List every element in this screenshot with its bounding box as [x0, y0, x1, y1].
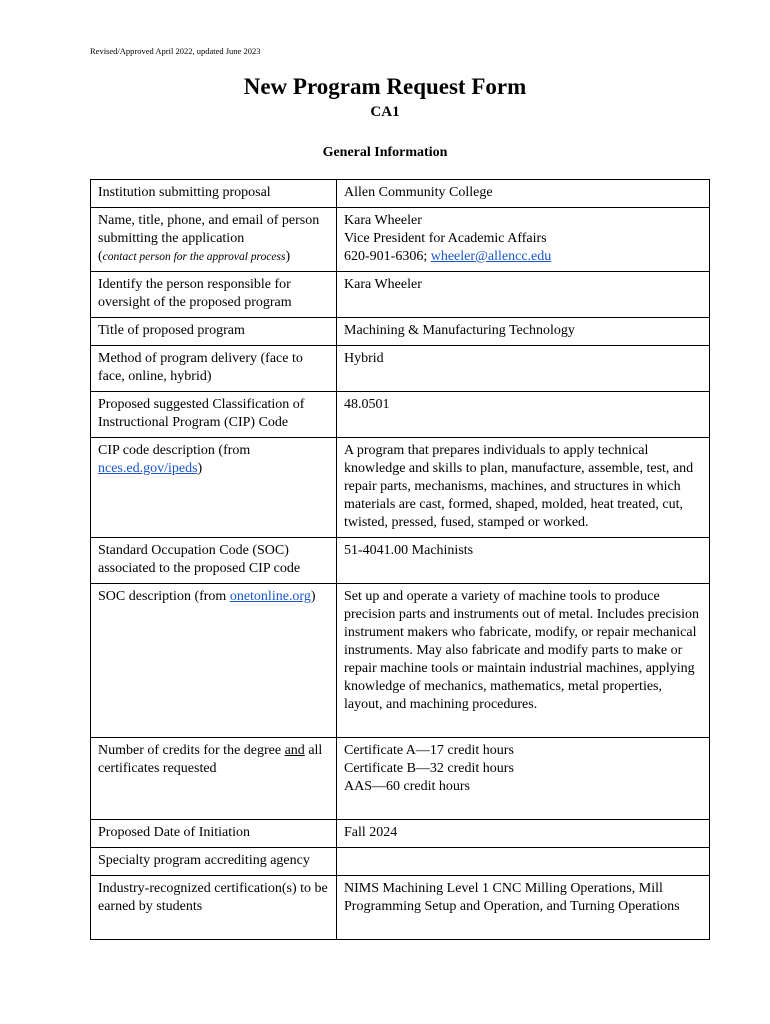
- certifications-value: NIMS Machining Level 1 CNC Milling Operations, Mill Programming Setup and Operation, and Turning Operations: [337, 876, 710, 940]
- revision-note: Revised/Approved April 2022, updated June 2023: [90, 46, 261, 56]
- cip-description-label: [91, 438, 337, 538]
- table-row: [91, 208, 710, 272]
- submitter-label-note: contact person for the approval process: [102, 251, 286, 263]
- oversight-value: Kara Wheeler: [337, 272, 710, 318]
- credits-certificate-a: Certificate A—17 credit hours: [344, 743, 514, 758]
- credits-label: [91, 738, 337, 820]
- delivery-value: Hybrid: [337, 346, 710, 392]
- submitter-name: Kara Wheeler: [344, 213, 422, 228]
- table-row: [91, 180, 710, 208]
- submitter-label-main: Name, title, phone, and email of person submitting the application: [98, 213, 320, 246]
- submitter-label-paren-close: ): [285, 249, 291, 264]
- initiation-label: Proposed Date of Initiation: [91, 820, 337, 848]
- submitter-label-paren-open: (: [98, 249, 103, 264]
- section-heading: General Information: [322, 145, 448, 160]
- table-row: [91, 584, 710, 738]
- cip-description-label-prefix: CIP code description (from: [98, 443, 251, 458]
- credits-certificate-b: Certificate B—32 credit hours: [344, 761, 514, 776]
- soc-source-link[interactable]: onetonline.org: [229, 589, 311, 604]
- soc-description-value: Set up and operate a variety of machine tools to produce precision parts and instruments out of metal. Includes precision instrument makers who fabricate, modify, or repair mechanical instruments. May also fabricate and modify parts to make or repair machine tools or maintain industrial machines, applying knowledge of mechanics, mathematics, metal properties, layout, and machining procedures.: [337, 584, 710, 738]
- program-title-label: Title of proposed program: [91, 318, 337, 346]
- institution-label: Institution submitting proposal: [91, 180, 337, 208]
- soc-description-label-suffix: ): [310, 589, 316, 604]
- cip-code-label: Proposed suggested Classification of Instructional Program (CIP) Code: [91, 392, 337, 438]
- table-row: [91, 848, 710, 876]
- table-row: [91, 538, 710, 584]
- credits-label-suffix: all certificates requested: [98, 743, 323, 776]
- form-title: New Program Request Form: [243, 74, 527, 99]
- soc-code-label: Standard Occupation Code (SOC) associated to the proposed CIP code: [91, 538, 337, 584]
- submitter-phone: 620-901-6306;: [344, 249, 428, 264]
- cip-code-value: 48.0501: [337, 392, 710, 438]
- general-information-table: [90, 179, 710, 940]
- cip-description-value: A program that prepares individuals to apply technical knowledge and skills to plan, manufacture, assemble, test, and repair parts, mechanisms, machines, and structures in which materials are cast, formed, shaped, molded, heat treated, cut, twisted, pressed, fused, stamped or worked.: [337, 438, 710, 538]
- credits-value: [337, 738, 710, 820]
- soc-description-label: [91, 584, 337, 738]
- institution-value: Allen Community College: [337, 180, 710, 208]
- accrediting-value: [337, 848, 710, 876]
- table-row: [91, 318, 710, 346]
- table-row: [91, 272, 710, 318]
- program-title-value: Machining & Manufacturing Technology: [337, 318, 710, 346]
- table-row: [91, 346, 710, 392]
- submitter-value: [337, 208, 710, 272]
- oversight-label: Identify the person responsible for oversight of the proposed program: [91, 272, 337, 318]
- accrediting-label: Specialty program accrediting agency: [91, 848, 337, 876]
- table-row: [91, 876, 710, 940]
- credits-label-prefix: Number of credits for the degree: [98, 743, 282, 758]
- table-row: [91, 738, 710, 820]
- form-code: CA1: [370, 104, 400, 120]
- initiation-value: Fall 2024: [337, 820, 710, 848]
- soc-code-value: 51-4041.00 Machinists: [337, 538, 710, 584]
- table-row: [91, 392, 710, 438]
- submitter-label: [91, 208, 337, 272]
- certifications-label: Industry-recognized certification(s) to be earned by students: [91, 876, 337, 940]
- cip-description-label-suffix: ): [197, 461, 203, 476]
- delivery-label: Method of program delivery (face to face, online, hybrid): [91, 346, 337, 392]
- soc-description-label-prefix: SOC description (from: [98, 589, 227, 604]
- cip-source-link[interactable]: nces.ed.gov/ipeds: [98, 461, 198, 476]
- table-row: [91, 820, 710, 848]
- submitter-email-link[interactable]: wheeler@allencc.edu: [430, 249, 552, 264]
- credits-aas: AAS—60 credit hours: [344, 779, 470, 794]
- credits-label-and: and: [284, 743, 305, 758]
- submitter-title: Vice President for Academic Affairs: [344, 231, 547, 246]
- table-row: [91, 438, 710, 538]
